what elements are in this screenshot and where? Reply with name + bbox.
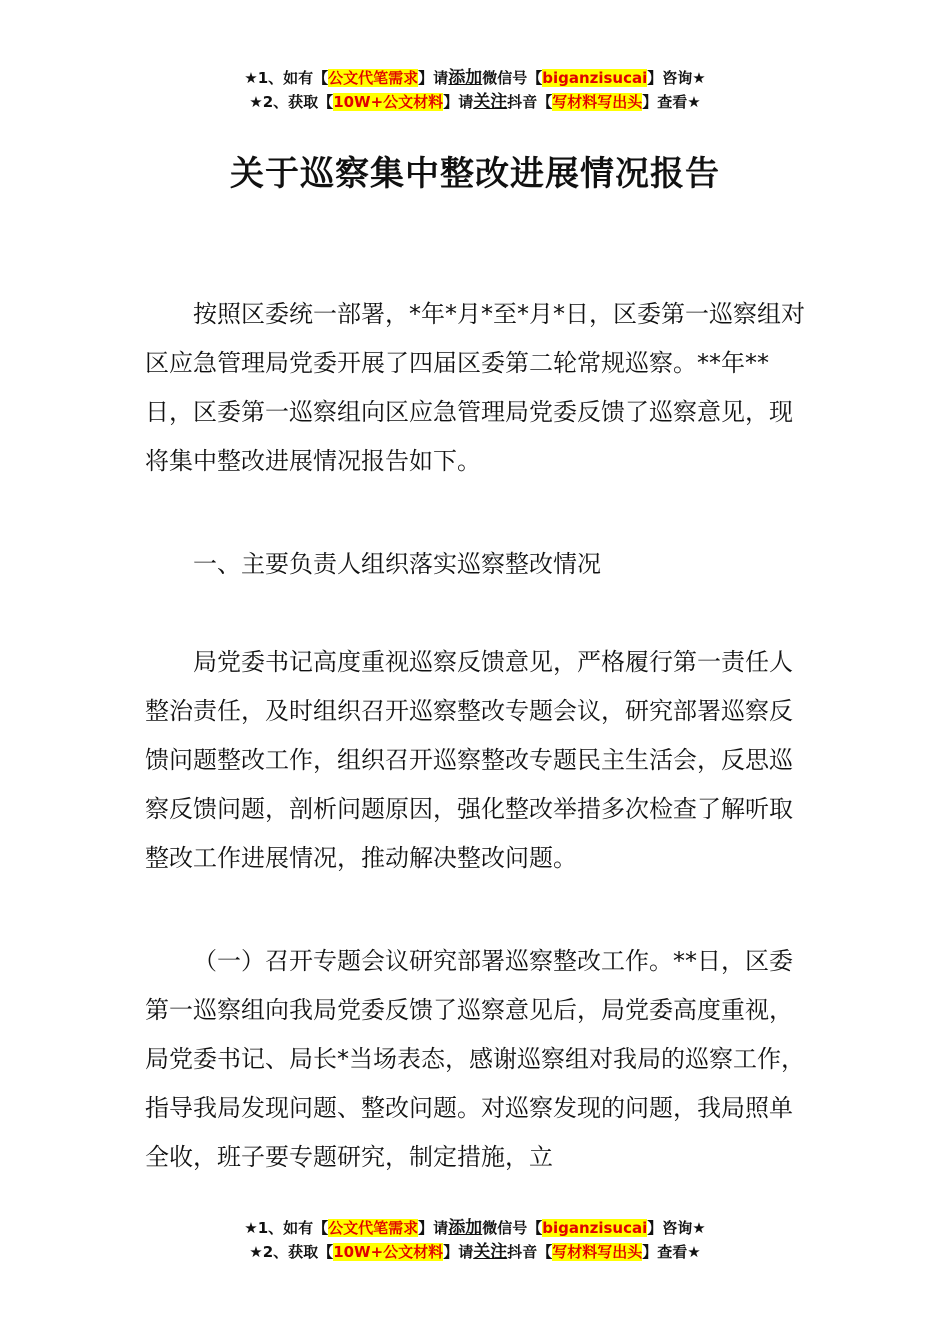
banner-text: 微信号【 [482,69,543,87]
banner-text: 抖音【 [507,93,553,111]
banner-highlight: 10W+公文材料 [333,1243,444,1261]
paragraph-section-1: 局党委书记高度重视巡察反馈意见，严格履行第一责任人整治责任，及时组织召开巡察整改专题会议，研究部署巡察反馈问题整改工作，组织召开巡察整改专题民主生活会，反思巡察反馈问题，剖析问题原因，强化整改举措多次检查了解听取整改工作进展情况，推动解决整改问题。 [145,648,793,872]
banner-emphasis: 关注 [473,1242,508,1262]
wechat-id: biganzisucai [542,1219,648,1237]
banner-emphasis: 关注 [473,92,508,112]
banner-text: 】请 [443,93,474,111]
paragraph-subsection-1: （一）召开专题会议研究部署巡察整改工作。**日，区委第一巡察组向我局党委反馈了巡察意见后，局党委高度重视，局党委书记、局长*当场表态，感谢巡察组对我局的巡察工作，指导我局发现问题、整改问题。对巡察发现的问题，我局照单全收，班子要专题研究，制定措施，立 [145,947,805,1171]
banner-text: ★1、如有【 [244,69,329,87]
paragraph-wrapper [145,937,807,1182]
banner-text: ★2、获取【 [249,1243,334,1261]
douyin-account: 写材料写出头 [552,93,643,111]
banner-line-1 [0,1216,950,1240]
banner-text: ★2、获取【 [249,93,334,111]
banner-text: 】请 [418,69,449,87]
banner-highlight: 公文代笔需求 [328,1219,419,1237]
banner-text: 微信号【 [482,1219,543,1237]
banner-text: 抖音【 [507,1243,553,1261]
banner-emphasis: 添加 [448,68,483,88]
banner-emphasis: 添加 [448,1218,483,1238]
footer-banner [0,1216,950,1264]
banner-text: 】请 [418,1219,449,1237]
paragraph-wrapper [145,638,807,883]
banner-highlight: 公文代笔需求 [328,69,419,87]
banner-text: 】查看★ [642,1243,701,1261]
banner-text: ★1、如有【 [244,1219,329,1237]
document-title: 关于巡察集中整改进展情况报告 [230,154,720,194]
section-heading-wrapper [145,540,807,589]
section-heading: 一、主要负责人组织落实巡察整改情况 [193,550,601,578]
banner-highlight: 10W+公文材料 [333,93,444,111]
banner-text: 】查看★ [642,93,701,111]
banner-line-2 [0,90,950,114]
banner-text: 】咨询★ [647,1219,706,1237]
douyin-account: 写材料写出头 [552,1243,643,1261]
banner-line-1 [0,66,950,90]
document-body [145,290,807,486]
banner-text: 】请 [443,1243,474,1261]
banner-line-2 [0,1240,950,1264]
banner-text: 】咨询★ [647,69,706,87]
paragraph-intro: 按照区委统一部署，*年*月*至*月*日，区委第一巡察组对区应急管理局党委开展了四届区委第二轮常规巡察。**年**日，区委第一巡察组向区应急管理局党委反馈了巡察意见，现将集中整改进展情况报告如下。 [145,300,805,475]
header-banner [0,66,950,114]
wechat-id: biganzisucai [542,69,648,87]
